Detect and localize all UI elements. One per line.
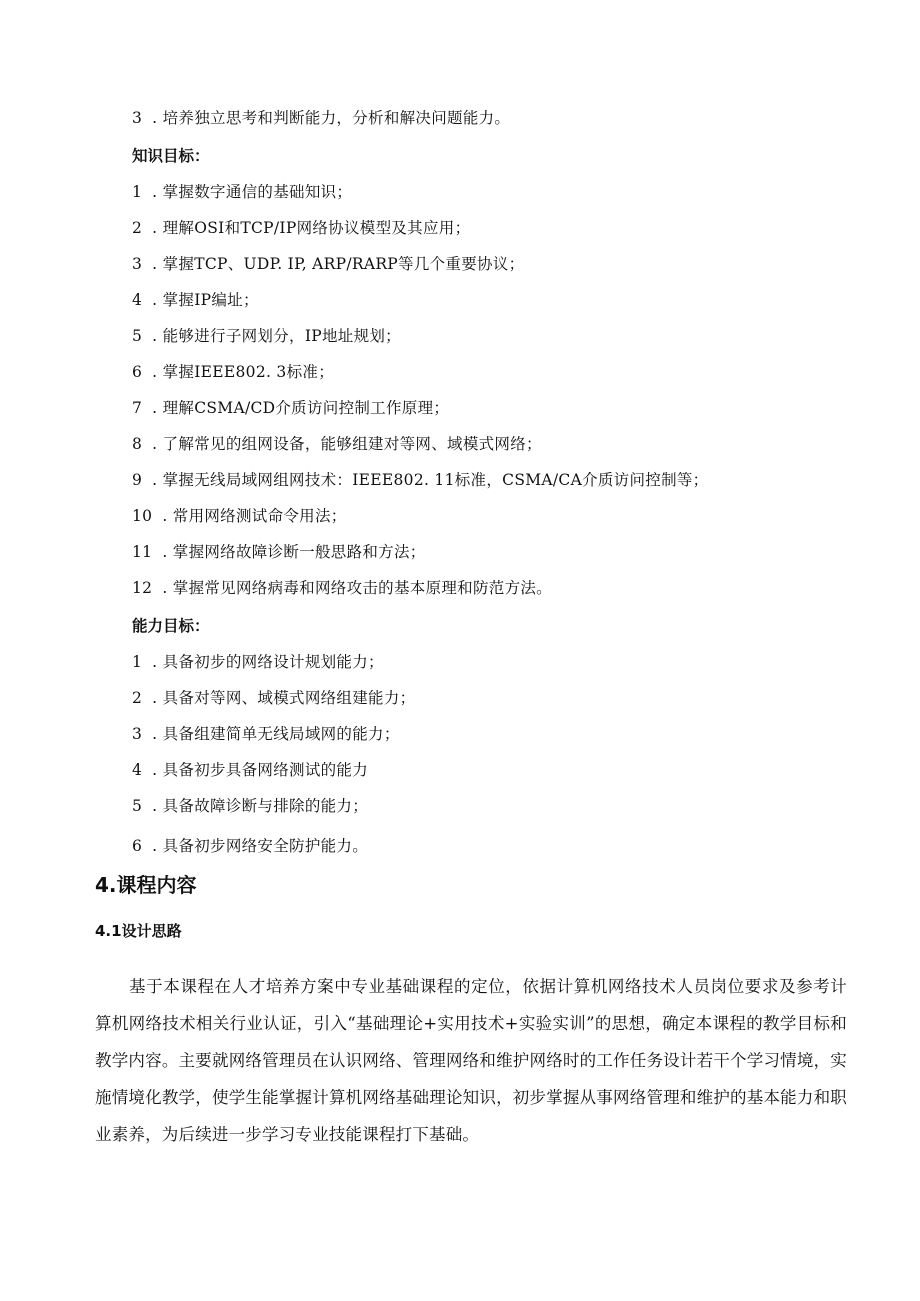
list-item: 2 . 具备对等网、域模式网络组建能力；: [132, 689, 416, 707]
list-item: 1 . 具备初步的网络设计规划能力；: [132, 653, 384, 671]
list-item: 3 . 掌握TCP、UDP. IP, ARP/RARP等几个重要协议；: [132, 255, 525, 273]
list-item: 7 . 理解CSMA/CD介质访问控制工作原理；: [132, 399, 450, 417]
knowledge-goals-heading: 知识目标：: [132, 147, 210, 165]
list-item: 12 . 掌握常见网络病毒和网络攻击的基本原理和防范方法。: [132, 579, 552, 597]
list-item: 4 . 掌握IP编址；: [132, 291, 259, 309]
ability-goals-heading: 能力目标：: [132, 617, 210, 635]
list-item: 10 . 常用网络测试命令用法；: [132, 507, 347, 525]
list-item: 6 . 掌握IEEE802. 3标准；: [132, 363, 334, 381]
list-item: 5 . 具备故障诊断与排除的能力；: [132, 797, 369, 815]
list-item: 5 . 能够进行子网划分，IP地址规划；: [132, 327, 401, 345]
section-title: 4.课程内容: [95, 873, 197, 897]
list-item: 1 . 掌握数字通信的基础知识；: [132, 183, 353, 201]
list-item: 2 . 理解OSI和TCP/IP网络协议模型及其应用；: [132, 219, 471, 237]
subsection-title: 4.1设计思路: [95, 922, 182, 940]
list-item: 3 . 培养独立思考和判断能力，分析和解决问题能力。: [132, 109, 511, 127]
list-item: 11 . 掌握网络故障诊断一般思路和方法；: [132, 543, 426, 561]
list-item: 6 . 具备初步网络安全防护能力。: [132, 837, 369, 855]
list-item: 9 . 掌握无线局域网组网技术：IEEE802. 11标准，CSMA/CA介质访问控制等；: [132, 471, 709, 489]
design-paragraph: 基于本课程在人才培养方案中专业基础课程的定位，依据计算机网络技术人员岗位要求及参考计算机网络技术相关行业认证，引入“基础理论+实用技术+实验实训”的思想，确定本课程的教学目标和教学内容。主要就网络管理员在认识网络、管理网络和维护网络时的工作任务设计若干个学习情境，实施情境化教学，使学生能掌握计算机网络基础理论知识，初步掌握从事网络管理和维护的基本能力和职业素养，为后续进一步学习专业技能课程打下基础。: [95, 977, 847, 1144]
list-item: 4 . 具备初步具备网络测试的能力: [132, 761, 369, 779]
list-item: 8 . 了解常见的组网设备，能够组建对等网、域模式网络；: [132, 435, 542, 453]
list-item: 3 . 具备组建简单无线局域网的能力；: [132, 725, 400, 743]
